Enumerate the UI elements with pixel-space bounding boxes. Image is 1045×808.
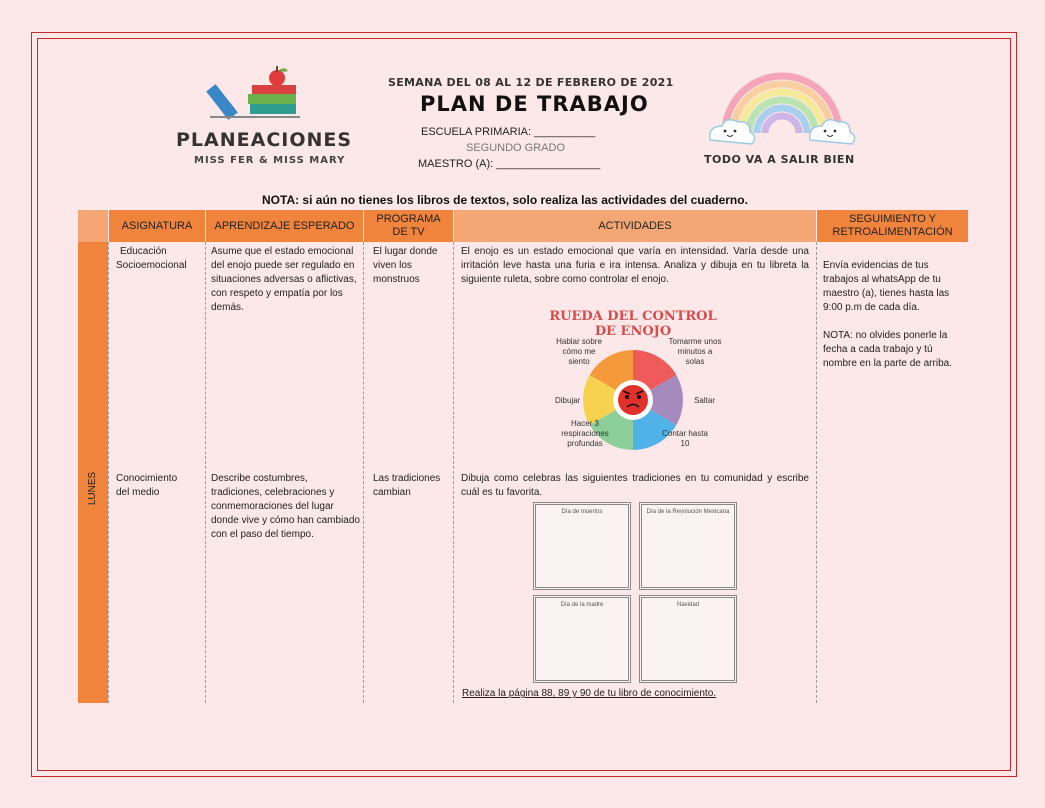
tradition-box <box>533 595 631 683</box>
day-label: LUNES <box>87 471 99 505</box>
row2-asignatura <box>116 472 206 500</box>
row1-asignatura-line1: Educación <box>120 246 167 257</box>
seguimiento-paragraph1: Envía evidencias de tus trabajos al whatsApp de tu maestro (a), tienes hasta las 9:00 p.m de cada día. <box>823 260 950 313</box>
wheel-slice-label: Tomarme unos minutos a solas <box>668 337 722 366</box>
divider <box>363 242 364 703</box>
traditions-grid <box>530 500 740 685</box>
wheel-title-line2: DE ENOJO <box>594 324 672 339</box>
tradition-box <box>533 502 631 590</box>
tradition-box <box>639 502 737 590</box>
wheel-slice-label: Saltar <box>694 396 715 405</box>
divider <box>108 242 109 703</box>
header-asignatura: ASIGNATURA <box>109 210 205 242</box>
textbook-pages-link: Realiza la página 88, 89 y 90 de tu libro de conocimiento. <box>462 688 717 699</box>
wheel-slice-label: Hablar sobre cómo me siento <box>556 337 602 366</box>
header-aprendizaje: APRENDIZAJE ESPERADO <box>206 210 363 242</box>
logo-subtitle: MISS FER & MISS MARY <box>194 155 346 166</box>
tradition-label: Navidad <box>676 602 699 608</box>
textbook-note: NOTA: si aún no tienes los libros de textos, solo realiza las actividades del cuaderno. <box>262 193 748 207</box>
header-spacer <box>78 210 108 242</box>
divider <box>453 242 454 703</box>
divider <box>816 242 817 703</box>
tradition-label: Día de la Revolución Mexicana <box>646 509 730 515</box>
wheel-title-line1: RUEDA DEL CONTROL <box>549 309 717 324</box>
row1-asignatura-line2: Socioemocional <box>116 260 187 271</box>
grade-label: SEGUNDO GRADO <box>466 142 566 154</box>
header-programa-line1: PROGRAMA <box>376 213 441 225</box>
logo-title: PLANEACIONES <box>176 129 353 151</box>
angry-face-icon <box>618 385 648 415</box>
tradition-label: Día de la madre <box>560 602 604 608</box>
header-programa-line2: DE TV <box>392 226 425 238</box>
header-seguimiento <box>817 210 968 242</box>
week-range: SEMANA DEL 08 AL 12 DE FEBRERO DE 2021 <box>388 76 674 89</box>
tradition-label: Día de muertos <box>561 509 603 515</box>
row2-asignatura-line2: del medio <box>116 487 160 498</box>
row1-programa: El lugar donde viven los monstruos <box>373 246 438 285</box>
row2-actividad: Dibuja como celebras las siguientes tradiciones en tu comunidad y escribe cuál es tu favorita. <box>461 473 809 498</box>
header-seguimiento-line1: SEGUIMIENTO Y <box>848 213 936 225</box>
row1-asignatura <box>116 245 206 273</box>
page-title: PLAN DE TRABAJO <box>420 92 649 116</box>
row2-programa: Las tradiciones cambian <box>373 473 441 498</box>
wheel-slice-label: Hacer 3 respiraciones profundas <box>561 419 609 448</box>
wheel-slice-label: Contar hasta 10 <box>662 429 708 448</box>
seguimiento-text <box>823 259 965 371</box>
tradition-box <box>639 595 737 683</box>
rainbow-motto: TODO VA A SALIR BIEN <box>704 153 855 166</box>
header-actividades: ACTIVIDADES <box>454 210 816 242</box>
anger-control-wheel <box>545 304 730 462</box>
row2-aprendizaje: Describe costumbres, tradiciones, celebraciones y conmemoraciones del lugar donde vive y cómo han cambiado con el paso del tiempo. <box>211 473 360 540</box>
wheel-slice-label: Dibujar <box>555 396 581 405</box>
teacher-field: MAESTRO (A): _________________ <box>418 158 601 170</box>
row2-asignatura-line1: Conocimiento <box>116 473 178 484</box>
school-field: ESCUELA PRIMARIA: __________ <box>421 126 596 138</box>
row1-aprendizaje: Asume que el estado emocional del enojo puede ser regulado en situaciones adversas o aflictivas, con respeto y empatía por los demás. <box>211 246 357 313</box>
header-seguimiento-line2: RETROALIMENTACIÓN <box>832 226 953 238</box>
row1-actividad: El enojo es un estado emocional que varía en intensidad. Varía desde una irritación leve hasta una furia e ira intensa. Analiza y dibuja en tu libreta la siguiente ruleta, sobre como controlar el enojo. <box>461 246 809 285</box>
header-programa <box>364 210 453 242</box>
seguimiento-paragraph2: NOTA: no olvides ponerle la fecha a cada trabajo y tú nombre en la parte de arriba. <box>823 330 952 369</box>
